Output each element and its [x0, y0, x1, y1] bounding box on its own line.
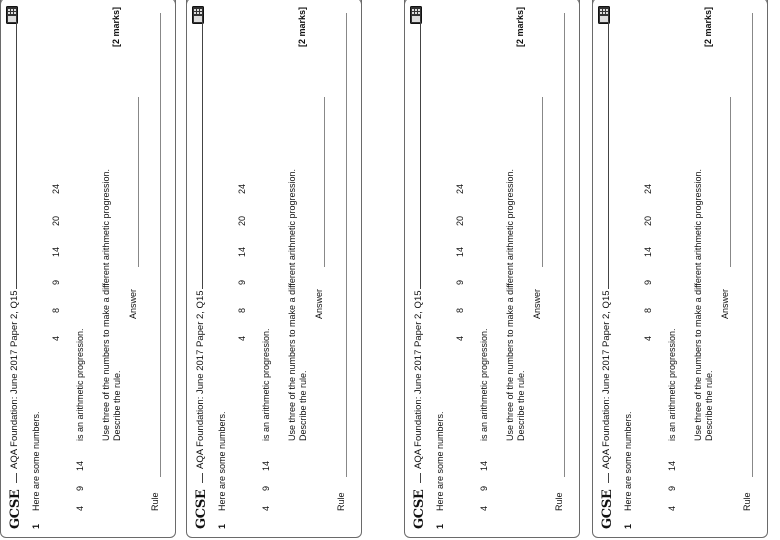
source-title: AQA Foundation: June 2017 Paper 2, Q15 [195, 290, 206, 469]
question-number: 1 [31, 523, 41, 529]
gcse-logo: GCSE [8, 489, 23, 529]
rule-label: Rule [554, 492, 564, 511]
header-rule [202, 473, 203, 483]
sequence-value: 9 [479, 485, 489, 491]
instructions [101, 169, 123, 441]
instruction-line: Use three of the numbers to make a different arithmetic progression. [505, 169, 515, 441]
number-value: 4 [51, 335, 61, 341]
number-value: 20 [455, 215, 465, 226]
answer-label: Answer [128, 288, 138, 319]
instruction-line: Use three of the numbers to make a different arithmetic progression. [101, 169, 111, 441]
number-value: 8 [51, 307, 61, 313]
question-intro: Here are some numbers. [31, 411, 41, 511]
rule-line[interactable] [564, 13, 565, 477]
gcse-logo: GCSE [600, 489, 615, 529]
instruction-line: Describe the rule. [704, 370, 714, 441]
answer-line[interactable] [730, 97, 731, 267]
card-header [194, 21, 210, 529]
number-list [643, 0, 657, 537]
number-value: 8 [643, 307, 653, 313]
question-card [0, 0, 176, 538]
marks-label: [2 marks] [515, 7, 525, 48]
number-value: 24 [51, 183, 61, 194]
rule-label: Rule [336, 492, 346, 511]
sequence-value: 4 [261, 505, 271, 511]
question-intro: Here are some numbers. [217, 411, 227, 511]
question-number: 1 [435, 523, 445, 529]
arithmetic-statement: is an arithmetic progression. [75, 328, 85, 441]
header-rule [202, 21, 203, 289]
question-card [592, 0, 768, 538]
marks-label: [2 marks] [111, 7, 121, 48]
instruction-line: Describe the rule. [112, 370, 122, 441]
rule-label: Rule [742, 492, 752, 511]
number-value: 8 [455, 307, 465, 313]
sequence-value: 4 [75, 505, 85, 511]
sequence-value: 9 [75, 485, 85, 491]
marks-label: [2 marks] [297, 7, 307, 48]
arithmetic-statement: is an arithmetic progression. [479, 328, 489, 441]
answer-line[interactable] [138, 97, 139, 267]
number-value: 4 [455, 335, 465, 341]
card-header [412, 21, 428, 529]
number-value: 4 [643, 335, 653, 341]
answer-label: Answer [720, 288, 730, 319]
question-card [186, 0, 362, 538]
question-intro: Here are some numbers. [435, 411, 445, 511]
question-card [404, 0, 580, 538]
answer-line[interactable] [324, 97, 325, 267]
rule-line[interactable] [752, 13, 753, 477]
number-value: 9 [455, 279, 465, 285]
number-value: 20 [643, 215, 653, 226]
marks-label: [2 marks] [703, 7, 713, 48]
sequence-value: 14 [479, 460, 489, 471]
sequence-value: 14 [667, 460, 677, 471]
number-value: 20 [237, 215, 247, 226]
header-rule [16, 21, 17, 289]
number-list [237, 0, 251, 537]
instructions [505, 169, 527, 441]
answer-label: Answer [532, 288, 542, 319]
number-value: 20 [51, 215, 61, 226]
card-header [8, 21, 24, 529]
instructions [287, 169, 309, 441]
number-value: 9 [51, 279, 61, 285]
number-value: 9 [237, 279, 247, 285]
sequence-value: 14 [75, 460, 85, 471]
number-value: 8 [237, 307, 247, 313]
sequence-value: 9 [667, 485, 677, 491]
instruction-line: Describe the rule. [298, 370, 308, 441]
instruction-line: Use three of the numbers to make a different arithmetic progression. [693, 169, 703, 441]
number-list [51, 0, 65, 537]
sequence-value: 4 [667, 505, 677, 511]
question-number: 1 [217, 523, 227, 529]
arithmetic-statement: is an arithmetic progression. [667, 328, 677, 441]
number-value: 14 [51, 246, 61, 257]
arithmetic-statement: is an arithmetic progression. [261, 328, 271, 441]
source-title: AQA Foundation: June 2017 Paper 2, Q15 [601, 290, 612, 469]
card-header [600, 21, 616, 529]
instruction-line: Describe the rule. [516, 370, 526, 441]
header-rule [420, 473, 421, 483]
number-value: 14 [455, 246, 465, 257]
answer-label: Answer [314, 288, 324, 319]
number-value: 14 [643, 246, 653, 257]
number-value: 9 [643, 279, 653, 285]
instruction-line: Use three of the numbers to make a different arithmetic progression. [287, 169, 297, 441]
question-intro: Here are some numbers. [623, 411, 633, 511]
number-value: 24 [455, 183, 465, 194]
header-rule [608, 21, 609, 289]
header-rule [608, 473, 609, 483]
answer-line[interactable] [542, 97, 543, 267]
source-title: AQA Foundation: June 2017 Paper 2, Q15 [9, 290, 20, 469]
number-value: 14 [237, 246, 247, 257]
instructions [693, 169, 715, 441]
number-value: 4 [237, 335, 247, 341]
header-rule [16, 473, 17, 483]
number-value: 24 [237, 183, 247, 194]
sequence-value: 14 [261, 460, 271, 471]
number-value: 24 [643, 183, 653, 194]
sequence-value: 4 [479, 505, 489, 511]
sequence [261, 0, 275, 537]
header-rule [420, 21, 421, 289]
sequence [75, 0, 89, 537]
gcse-logo: GCSE [194, 489, 209, 529]
sequence [667, 0, 681, 537]
rule-line[interactable] [160, 13, 161, 477]
sequence-value: 9 [261, 485, 271, 491]
source-title: AQA Foundation: June 2017 Paper 2, Q15 [413, 290, 424, 469]
number-list [455, 0, 469, 537]
rule-label: Rule [150, 492, 160, 511]
rule-line[interactable] [346, 13, 347, 477]
sequence [479, 0, 493, 537]
question-number: 1 [623, 523, 633, 529]
gcse-logo: GCSE [412, 489, 427, 529]
